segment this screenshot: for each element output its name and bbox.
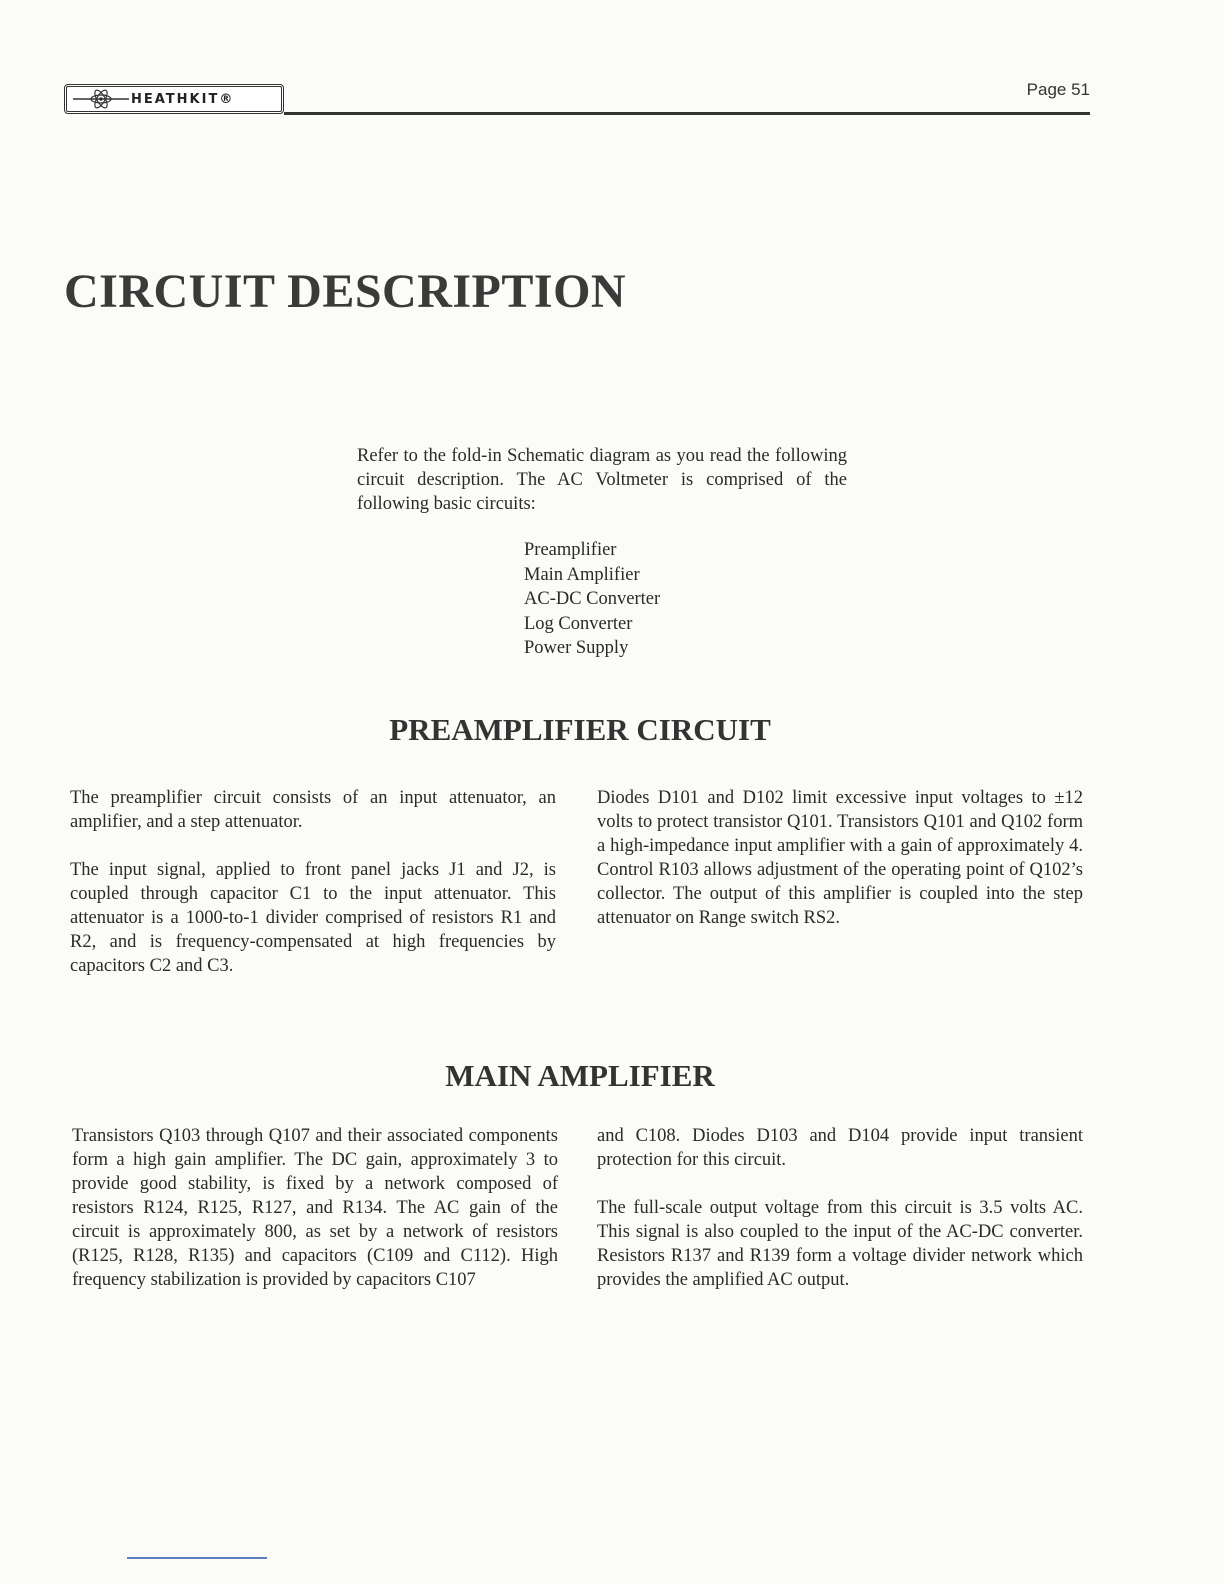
list-item: Power Supply [524,638,629,658]
page-title: CIRCUIT DESCRIPTION [64,265,627,318]
list-item: AC-DC Converter [524,589,661,609]
intro-paragraph: Refer to the fold-in Schematic diagram as you read the following circuit description. The AC Voltmeter is comprised of the following basic circuits: [357,446,847,514]
preamplifier-right-column [597,786,1083,954]
list-item: Log Converter [524,613,633,634]
section-heading-preamplifier: PREAMPLIFIER CIRCUIT [389,712,771,747]
paragraph: The input signal, applied to front panel jacks J1 and J2, is coupled through capacitor C1 to the input attenuator. This attenuator is a 1000-to-1 divider comprised of resistors R1 and R2, and is frequency-compensated at high frequencies by capacitors C2 and C3. [70,860,556,976]
page-header [64,80,1090,120]
paragraph: The full-scale output voltage from this circuit is 3.5 volts AC. This signal is also coupled to the input of the AC-DC converter. Resistors R137 and R139 form a voltage divider network which provides the amplified AC output. [597,1198,1083,1290]
page-number: Page 51 [1026,80,1090,99]
paragraph: Transistors Q103 through Q107 and their associated components form a high gain amplifier. The DC gain, approximately 3 to provide good stability, is fixed by a network composed of resistors R124, R125, R127, and R134. The AC gain of the circuit is approximately 800, as set by a network of resistors (R125, R128, R135) and capacitors (C109 and C112). High frequency stabilization is provided by capacitors C107 [72,1126,558,1290]
atom-icon [71,88,131,110]
heathkit-logo [64,84,284,114]
bottom-rule [127,1557,267,1559]
preamplifier-left-column [70,786,556,1002]
paragraph: Diodes D101 and D102 limit excessive input voltages to ±12 volts to protect transistor Q101. Transistors Q101 and Q102 form a high-impedance input amplifier with a gain of approximately 4. Control R103 allows adjustment of the operating point of Q102’s collector. The output of this amplifier is coupled into the step attenuator on Range switch RS2. [597,788,1083,928]
list-item: Preamplifier [524,540,617,560]
section-heading-main-amplifier: MAIN AMPLIFIER [445,1058,715,1093]
logo-text: HEATHKIT® [131,91,235,107]
main-amplifier-right-column [597,1124,1083,1316]
main-amplifier-left-column [72,1124,558,1316]
paragraph: The preamplifier circuit consists of an input attenuator, an amplifier, and a step attenuator. [70,788,556,832]
list-item: Main Amplifier [524,564,640,585]
header-rule [284,112,1090,115]
circuit-list [524,538,660,661]
paragraph: and C108. Diodes D103 and D104 provide input transient protection for this circuit. [597,1126,1083,1170]
